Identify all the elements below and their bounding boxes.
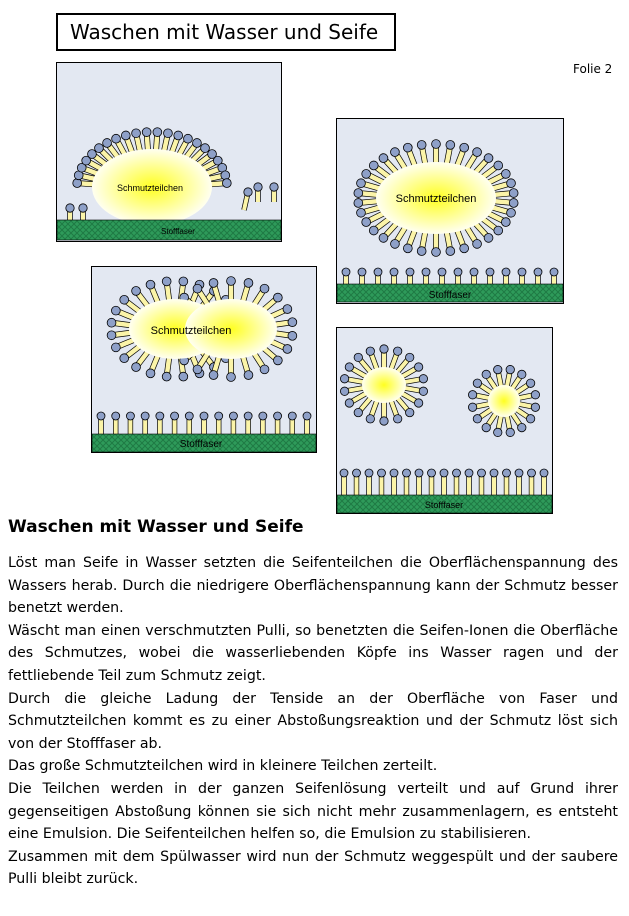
soap-head [494,161,503,170]
soap-head [391,148,400,157]
soap-head [470,268,478,276]
soap-head [507,179,516,188]
soap-head [244,279,253,288]
soap-head [193,284,202,293]
soap-head [358,268,366,276]
soap-head [490,469,498,477]
section-heading: Waschen mit Wasser und Seife [8,517,304,537]
soap-head [97,412,105,420]
soap-head [468,391,476,399]
soap-head [221,171,230,180]
diagram-panel-3 [91,266,317,453]
soap-head [380,417,388,425]
paragraph: Das große Schmutzteilchen wird in kleinere Teilchen zerteilt. [8,758,438,775]
title-box [56,13,396,51]
soap-head [200,412,208,420]
soap-head [79,204,87,212]
soap-head [357,179,366,188]
soap-head [273,293,282,302]
soap-head [132,129,141,138]
soap-head [107,331,116,340]
soap-head [201,144,210,153]
soap-head [366,415,374,423]
soap-head [482,370,490,378]
soap-head [193,365,202,374]
dirt-label: Schmutzteilchen [116,183,184,193]
paragraph: Wäscht man einen verschmutzten Pulli, so benetzten die Seifen-Ionen die Oberfläche des Schmutzes, wobei die wasserliebenden Köpfe ins Wasser ragen und der fettliebende Teil zum Schmutz zeigt. [8,622,618,684]
soap-head [244,371,253,380]
soap-head [342,268,350,276]
soap-head [153,128,162,137]
soap-head [473,240,482,249]
soap-head [366,347,374,355]
soap-head [403,469,411,477]
soap-head [494,226,503,235]
soap-head [509,189,518,198]
soap-head [303,412,311,420]
soap-head [120,354,129,363]
soap-head [406,408,414,416]
soap-head [415,469,423,477]
soap-head [526,415,534,423]
soap-head [171,412,179,420]
soap-head [518,268,526,276]
soap-head [156,412,164,420]
soap-head [132,287,141,296]
fiber-label: Stofffaser [179,439,223,450]
soap-head [141,412,149,420]
soap-head [340,375,348,383]
soap-head [354,189,363,198]
soap-head [465,469,473,477]
soap-head [222,179,231,188]
soap-head [260,284,269,293]
soap-head [417,247,426,256]
soap-head [506,428,514,436]
soap-head [515,469,523,477]
soap-head [374,268,382,276]
soap-head [142,128,151,137]
soap-head [506,365,514,373]
soap-head [526,379,534,387]
soap-head [209,371,218,380]
soap-head [540,469,548,477]
soap-head [354,353,362,361]
soap-head [193,139,202,148]
soap-head [103,139,112,148]
soap-head [345,399,353,407]
diagram-panel-4 [336,327,553,514]
soap-head [273,356,282,365]
soap-head [414,399,422,407]
soap-head [518,370,526,378]
soap-head [340,469,348,477]
soap-head [88,150,97,159]
soap-head [534,268,542,276]
fiber-label: Stofffaser [428,290,472,301]
diagram-panel-2 [336,118,564,304]
soap-head [270,183,278,191]
soap-head [428,469,436,477]
soap-head [66,204,74,212]
soap-head [406,353,414,361]
soap-head [453,469,461,477]
soap-head [531,391,539,399]
soap-head [132,363,141,372]
paragraph: Löst man Seife in Wasser setzten die Seifenteilchen die Oberflächenspannung des Wassers herab. Durch die niedrigere Oberflächenspannung kann der Schmutz besser benetzt werden. [8,555,618,617]
soap-head [146,369,155,378]
soap-head [164,129,173,138]
paragraph: Zusammen mit dem Spülwasser wird nun der Schmutz weggespült und der saubere Pulli bleibt zurück. [8,848,618,888]
soap-head [502,268,510,276]
soap-head [478,469,486,477]
soap-head [353,469,361,477]
soap-head [390,469,398,477]
dirt-label: Schmutzteilchen [150,325,232,337]
dirt-label: Schmutzteilchen [395,193,477,205]
soap-head [111,306,120,315]
soap-head [340,387,348,395]
soap-head [73,179,82,188]
soap-head [531,403,539,411]
soap-head [378,469,386,477]
soap-head [414,363,422,371]
soap-head [473,148,482,157]
soap-head [380,345,388,353]
soap-head [365,469,373,477]
soap-head [120,295,129,304]
soap-head [283,305,292,314]
soap-head [369,161,378,170]
dirt-particle [488,385,520,417]
soap-head [111,343,120,352]
soap-head [403,143,412,152]
soap-head [391,240,400,249]
soap-head [354,408,362,416]
soap-head [288,412,296,420]
soap-head [369,226,378,235]
soap-head [432,248,441,257]
soap-head [209,279,218,288]
page-title: Waschen mit Wasser und Seife [70,20,379,44]
soap-head [422,268,430,276]
soap-head [393,415,401,423]
soap-head [179,277,188,286]
soap-head [288,331,297,340]
soap-head [468,403,476,411]
soap-head [484,154,493,163]
soap-head [121,131,130,140]
soap-head [460,244,469,253]
soap-head [112,134,121,143]
soap-head [473,415,481,423]
fiber-label: Stofffaser [424,500,464,510]
soap-head [162,372,171,381]
fiber-label: Stofffaser [161,227,195,236]
soap-head [419,387,427,395]
soap-head [184,134,193,143]
soap-head [406,268,414,276]
soap-head [432,140,441,149]
soap-head [460,143,469,152]
soap-head [362,218,371,227]
soap-head [227,277,236,286]
soap-head [494,428,502,436]
soap-head [550,268,558,276]
soap-head [486,268,494,276]
body-text [8,552,618,891]
soap-head [482,423,490,431]
soap-head [362,170,371,179]
soap-head [259,412,267,420]
soap-head [393,347,401,355]
soap-head [438,268,446,276]
soap-head [244,412,252,420]
soap-head [283,345,292,354]
soap-head [446,141,455,150]
paragraph: Die Teilchen werden in der ganzen Seifenlösung verteilt und auf Grund ihrer gegenseitigen Abstoßung können sie sich nicht mehr zusammenlagern, es entsteht eine Emulsion. Die Seifenteilchen helfen so, die Emulsion zu stabilisieren. [8,780,618,843]
soap-head [507,208,516,217]
soap-head [112,412,120,420]
soap-head [503,469,511,477]
soap-head [379,154,388,163]
soap-head [174,131,183,140]
soap-head [419,375,427,383]
soap-head [354,199,363,208]
paragraph: Durch die gleiche Ladung der Tenside an der Oberfläche von Faser und Schmutzteilchen kommt es zu einer Abstoßungsreaktion und der Schmutz löst sich von der Stofffaser ab. [8,690,618,752]
soap-head [528,469,536,477]
soap-head [379,234,388,243]
soap-head [185,412,193,420]
soap-head [146,280,155,289]
soap-head [126,412,134,420]
soap-head [227,373,236,382]
soap-head [446,247,455,256]
soap-head [260,365,269,374]
soap-head [454,268,462,276]
dirt-particle [362,367,406,403]
soap-head [501,218,510,227]
soap-head [440,469,448,477]
soap-head [518,423,526,431]
soap-head [417,141,426,150]
soap-head [345,363,353,371]
soap-head [244,188,252,196]
soap-head [501,170,510,179]
soap-head [357,208,366,217]
soap-head [229,412,237,420]
soap-head [107,318,116,327]
soap-head [390,268,398,276]
soap-head [179,372,188,381]
soap-head [215,412,223,420]
soap-head [274,412,282,420]
soap-head [473,379,481,387]
soap-head [494,365,502,373]
soap-head [95,144,104,153]
diagram-panel-1 [56,62,282,242]
soap-head [403,244,412,253]
soap-head [288,318,297,327]
soap-head [162,277,171,286]
slide-label: Folie 2 [573,62,613,76]
soap-head [484,234,493,243]
soap-head [509,199,518,208]
soap-head [254,183,262,191]
